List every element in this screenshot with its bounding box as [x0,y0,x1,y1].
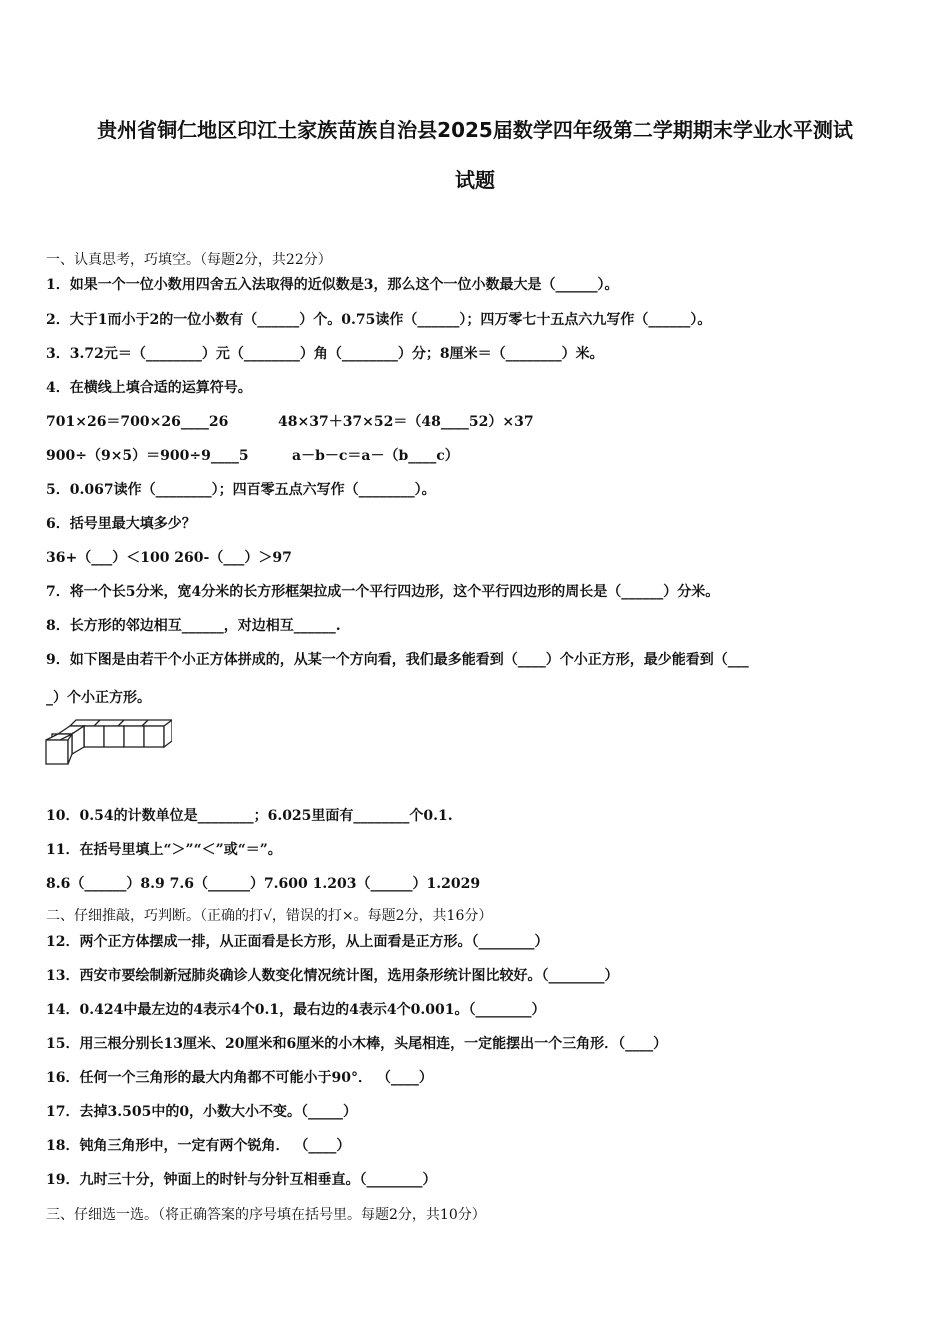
question-5: 5．0.067读作（________）；四百零五点六写作（________）。 [46,482,436,498]
question-4-item-c: 900÷（9×5）＝900÷9____5 [46,448,249,464]
question-13: 13．西安市要绘制新冠肺炎确诊人数变化情况统计图，选用条形统计图比较好。（________） [46,968,619,984]
question-4-item-d: a－b－c＝a－（b____c） [292,448,459,464]
question-8: 8．长方形的邻边相互______，对边相互______. [46,618,341,634]
question-18: 18．钝角三角形中，一定有两个锐角． （____） [46,1138,351,1154]
question-14: 14．0.424中最左边的4表示4个0.1，最右边的4表示4个0.001。（________） [46,1002,546,1018]
question-11-items: 8.6（______）8.9 7.6（______）7.600 1.203（______）1.2029 [46,876,481,892]
section-2-header: 二、仔细推敲，巧判断。（正确的打√，错误的打×。每题2分，共16分） [46,908,493,924]
question-9-continued: _）个小正方形。 [46,690,151,706]
question-7: 7．将一个长5分米，宽4分米的长方形框架拉成一个平行四边形，这个平行四边形的周长是（______）分米。 [46,584,720,600]
question-15: 15．用三根分别长13厘米、20厘米和6厘米的小木棒，头尾相连，一定能摆出一个三角形．（____） [46,1036,668,1052]
question-1: 1．如果一个一位小数用四舍五入法取得的近似数是3，那么这个一位小数最大是（______）。 [46,277,619,293]
question-2: 2．大于1而小于2的一位小数有（______）个。0.75读作（______）；四万零七十五点六九写作（______）。 [46,312,712,328]
question-6-items: 36+（___）＜100 260-（___）＞97 [46,550,292,566]
question-4-item-a: 701×26＝700×26____26 [46,414,229,430]
question-10: 10．0.54的计数单位是________；6.025里面有________个0.1. [46,808,453,824]
exam-title: 贵州省铜仁地区印江土家族苗族自治县2025届数学四年级第二学期期末学业水平测试 [97,118,853,142]
question-19: 19．九时三十分，钟面上的时针与分针互相垂直。（________） [46,1172,437,1188]
question-6: 6．括号里最大填多少？ [46,516,196,532]
question-12: 12．两个正方体摆成一排，从正面看是长方形，从上面看是正方形。（________） [46,934,549,950]
question-16: 16．任何一个三角形的最大内角都不可能小于90°． （____） [46,1070,433,1086]
cube-figure [44,716,172,768]
exam-title-continued: 试题 [455,168,495,192]
question-17: 17．去掉3.505中的0，小数大小不变。（_____） [46,1104,358,1120]
question-4-item-b: 48×37＋37×52＝（48____52）×37 [278,414,534,430]
question-4: 4．在横线上填合适的运算符号。 [46,380,252,396]
question-3: 3．3.72元＝（________）元（________）角（________）分；8厘米＝（________）米。 [46,346,604,362]
question-9: 9．如下图是由若干个小正方体拼成的，从某一个方向看，我们最多能看到（____）个小正方形，最少能看到（___ [46,652,749,668]
section-3-header: 三、仔细选一选。（将正确答案的序号填在括号里。每题2分，共10分） [46,1207,486,1223]
question-11: 11．在括号里填上“＞”“＜”或“＝”。 [46,842,282,858]
section-1-header: 一、认真思考，巧填空。（每题2分，共22分） [46,252,332,268]
